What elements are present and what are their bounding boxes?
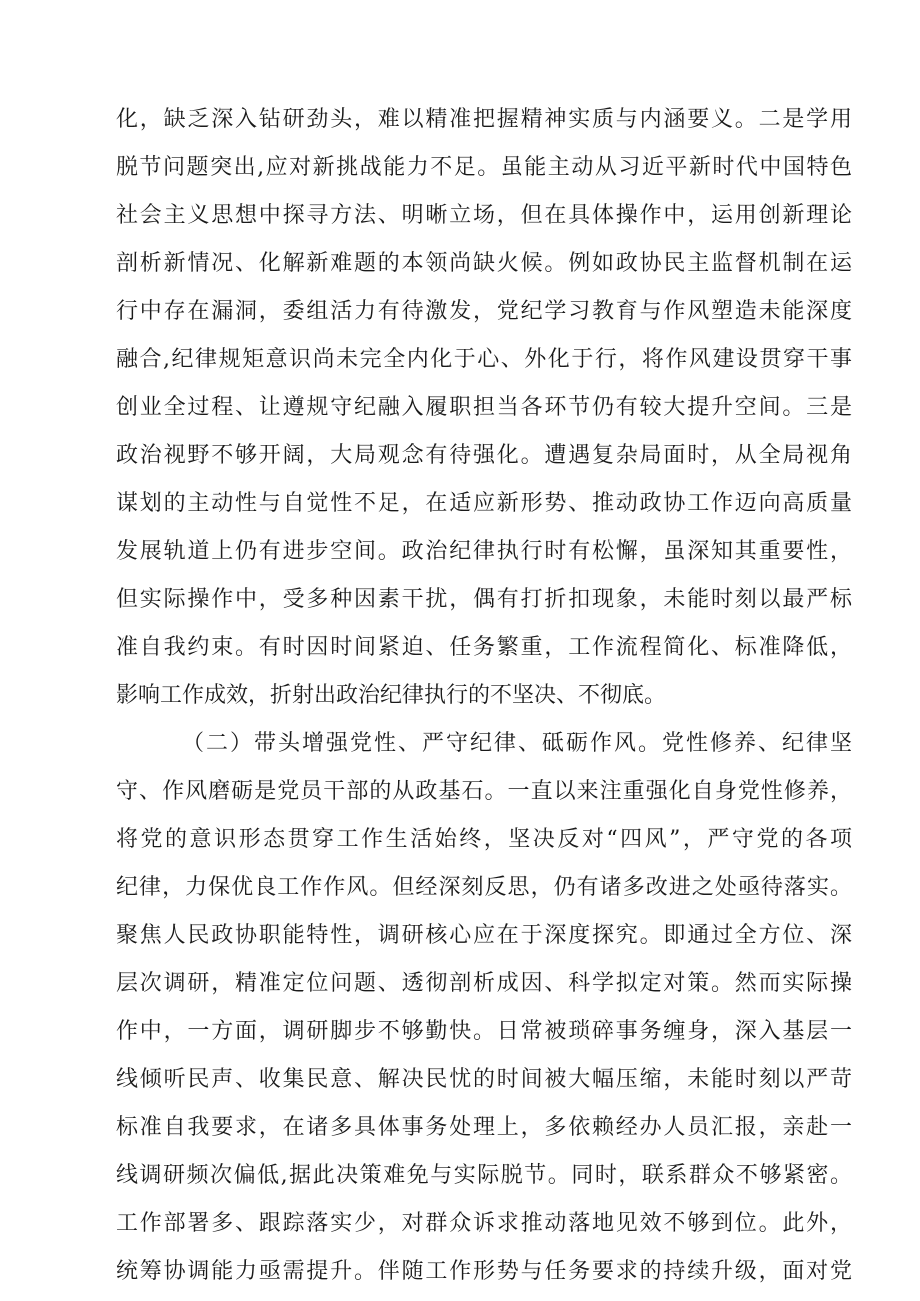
document-body bbox=[116, 96, 852, 1296]
text-line: 守、作风磨砺是党员干部的从政基石。一直以来注重强化自身党性修养， bbox=[116, 779, 852, 804]
text-line: 创业全过程、让遵规守纪融入履职担当各环节仍有较大提升空间。三是 bbox=[116, 395, 852, 420]
text-line: 融合,纪律规矩意识尚未完全内化于心、外化于行，将作风建设贯穿干事 bbox=[116, 347, 852, 372]
text-line: 行中存在漏洞，委组活力有待激发，党纪学习教育与作风塑造未能深度 bbox=[116, 299, 852, 324]
text-line: 线倾听民声、收集民意、解决民忧的时间被大幅压缩，未能时刻以严苛 bbox=[116, 1067, 852, 1092]
text-line: 作中，一方面，调研脚步不够勤快。日常被琐碎事务缠身，深入基层一 bbox=[116, 1019, 852, 1044]
text-line: 纪律，力保优良工作作风。但经深刻反思，仍有诸多改进之处亟待落实。 bbox=[116, 875, 852, 900]
text-line: 统筹协调能力亟需提升。伴随工作形势与任务要求的持续升级，面对党 bbox=[116, 1259, 852, 1284]
text-line: 剖析新情况、化解新难题的本领尚缺火候。例如政协民主监督机制在运 bbox=[116, 251, 852, 276]
text-line: 工作部署多、跟踪落实少，对群众诉求推动落地见效不够到位。此外， bbox=[116, 1211, 852, 1236]
text-line: 标准自我要求，在诸多具体事务处理上，多依赖经办人员汇报，亲赴一 bbox=[116, 1115, 852, 1140]
text-line: 化，缺乏深入钻研劲头，难以精准把握精神实质与内涵要义。二是学用 bbox=[116, 107, 852, 132]
section-heading-line: （二）带头增强党性、严守纪律、砥砺作风。党性修养、纪律坚 bbox=[182, 731, 852, 756]
text-line: 层次调研，精准定位问题、透彻剖析成因、科学拟定对策。然而实际操 bbox=[116, 971, 852, 996]
text-line: 发展轨道上仍有进步空间。政治纪律执行时有松懈，虽深知其重要性， bbox=[116, 539, 852, 564]
text-line: 谋划的主动性与自觉性不足，在适应新形势、推动政协工作迈向高质量 bbox=[116, 491, 852, 516]
text-line: 线调研频次偏低,据此决策难免与实际脱节。同时，联系群众不够紧密。 bbox=[116, 1163, 852, 1188]
text-line: 社会主义思想中探寻方法、明晰立场，但在具体操作中，运用创新理论 bbox=[116, 203, 852, 228]
text-line: 但实际操作中，受多种因素干扰，偶有打折扣现象，未能时刻以最严标 bbox=[116, 587, 852, 612]
text-line: 准自我约束。有时因时间紧迫、任务繁重，工作流程简化、标准降低， bbox=[116, 635, 852, 660]
text-line: 脱节问题突出,应对新挑战能力不足。虽能主动从习近平新时代中国特色 bbox=[116, 155, 852, 180]
text-line: 政治视野不够开阔，大局观念有待强化。遭遇复杂局面时，从全局视角 bbox=[116, 443, 852, 468]
text-line: 聚焦人民政协职能特性，调研核心应在于深度探究。即通过全方位、深 bbox=[116, 923, 852, 948]
paragraph-end-line: 影响工作成效，折射出政治纪律执行的不坚决、不彻底。 bbox=[116, 683, 667, 708]
text-line: 将党的意识形态贯穿工作生活始终，坚决反对“四风”，严守党的各项 bbox=[116, 827, 852, 852]
